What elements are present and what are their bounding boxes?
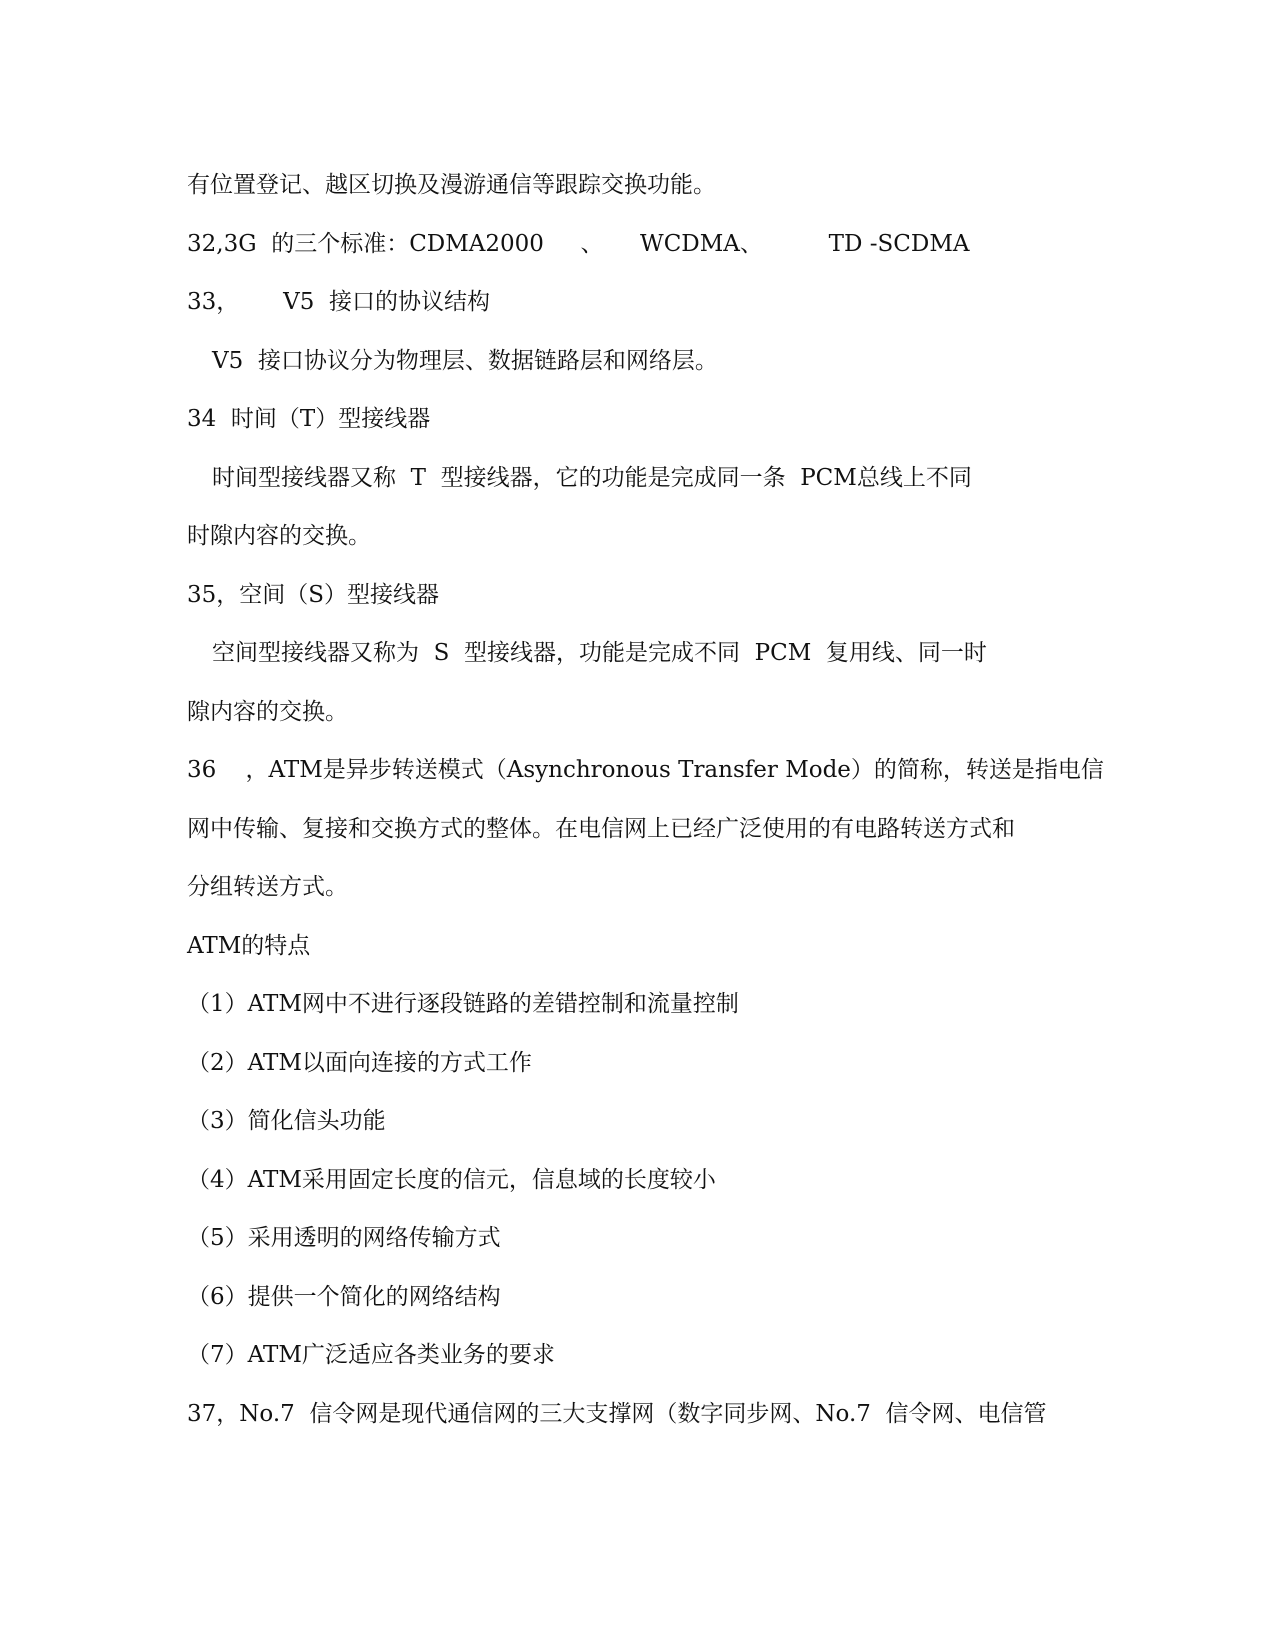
list-item: （2）ATM以面向连接的方式工作 bbox=[187, 1050, 532, 1076]
text-line: 33， V5 接口的协议结构 bbox=[187, 289, 490, 315]
text-line: V5 接口协议分为物理层、数据链路层和网络层。 bbox=[212, 348, 718, 374]
list-item: （1）ATM网中不进行逐段链路的差错控制和流量控制 bbox=[187, 991, 739, 1017]
text-line: 35，空间（S）型接线器 bbox=[187, 582, 440, 608]
text-line: 网中传输、复接和交换方式的整体。在电信网上已经广泛使用的有电路转送方式和 bbox=[187, 816, 1015, 842]
text-line: 32,3G 的三个标准：CDMA2000 、 WCDMA、 TD -SCDMA bbox=[187, 231, 970, 257]
text-line: 34 时间（T）型接线器 bbox=[187, 406, 431, 432]
text-line: 时隙内容的交换。 bbox=[187, 523, 371, 549]
text-line: 有位置登记、越区切换及漫游通信等跟踪交换功能。 bbox=[187, 172, 716, 198]
text-line: 空间型接线器又称为 S 型接线器，功能是完成不同 PCM 复用线、同一时 bbox=[212, 640, 987, 666]
list-item: （5）采用透明的网络传输方式 bbox=[187, 1225, 501, 1251]
list-item: （6）提供一个简化的网络结构 bbox=[187, 1284, 501, 1310]
text-line: 37，No.7 信令网是现代通信网的三大支撑网（数字同步网、No.7 信令网、电信管 bbox=[187, 1401, 1047, 1427]
list-item: （4）ATM采用固定长度的信元，信息域的长度较小 bbox=[187, 1167, 716, 1193]
text-line: 时间型接线器又称 T 型接线器，它的功能是完成同一条 PCM总线上不同 bbox=[212, 465, 972, 491]
text-line: 隙内容的交换。 bbox=[187, 699, 348, 725]
text-line: 36 ，ATM是异步转送模式（Asynchronous Transfer Mode）的简称，转送是指电信 bbox=[187, 757, 1104, 783]
text-line: ATM的特点 bbox=[187, 933, 311, 959]
list-item: （7）ATM广泛适应各类业务的要求 bbox=[187, 1342, 555, 1368]
text-line: 分组转送方式。 bbox=[187, 874, 348, 900]
list-item: （3）简化信头功能 bbox=[187, 1108, 386, 1134]
